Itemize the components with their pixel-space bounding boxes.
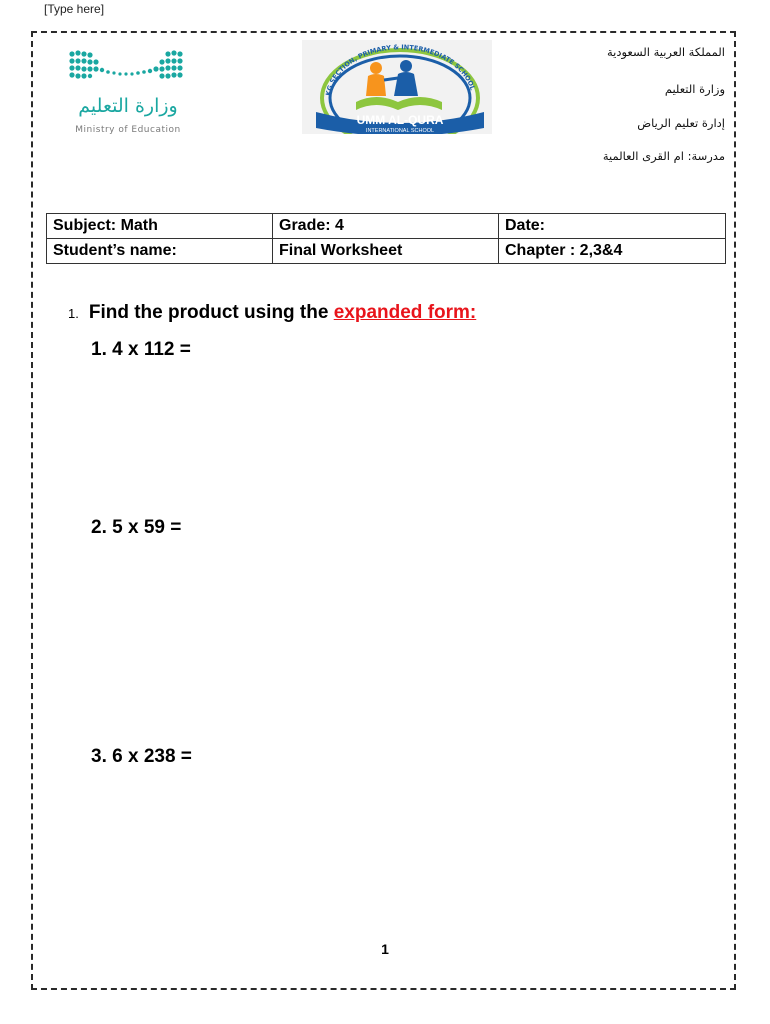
chapter-cell: Chapter : 2,3&4	[499, 239, 726, 264]
subject-cell: Subject: Math	[47, 214, 273, 239]
arabic-header-country: المملكة العربية السعودية	[607, 45, 725, 59]
table-row	[47, 214, 726, 239]
school-logo-subtext: INTERNATIONAL SCHOOL	[365, 128, 435, 134]
page-number: 1	[381, 941, 389, 957]
worksheet-title-cell: Final Worksheet	[273, 239, 499, 264]
arabic-header-ministry: وزارة التعليم	[664, 82, 725, 96]
table-row	[47, 239, 726, 264]
school-logo-arc-text: KG SECTION, PRIMARY & INTERMEDIATE SCHOOL	[324, 43, 477, 97]
question-number: 1.	[68, 306, 79, 321]
ministry-logo	[66, 46, 191, 142]
date-cell[interactable]: Date:	[499, 214, 726, 239]
problem-2: 2. 5 x 59 =	[91, 517, 182, 538]
header-placeholder: [Type here]	[44, 2, 105, 16]
page-border	[31, 31, 736, 990]
student-name-cell[interactable]: Student’s name:	[47, 239, 273, 264]
arabic-header-school: مدرسة: ام القرى العالمية	[602, 149, 725, 163]
question-heading	[68, 302, 476, 324]
question-highlight: expanded form:	[333, 302, 477, 323]
problem-3: 3. 6 x 238 =	[91, 746, 192, 767]
school-logo-banner: UMM AL-QURA	[356, 113, 444, 127]
question-text: Find the product using the	[88, 302, 334, 323]
problem-1: 1. 4 x 112 =	[91, 339, 191, 360]
school-logo	[302, 40, 492, 134]
ministry-arabic-name: وزارة التعليم	[78, 95, 178, 117]
info-table	[46, 213, 726, 264]
ministry-english-name: Ministry of Education	[75, 125, 181, 135]
arabic-header-administration: إدارة تعليم الرياض	[637, 116, 725, 130]
grade-cell: Grade: 4	[273, 214, 499, 239]
